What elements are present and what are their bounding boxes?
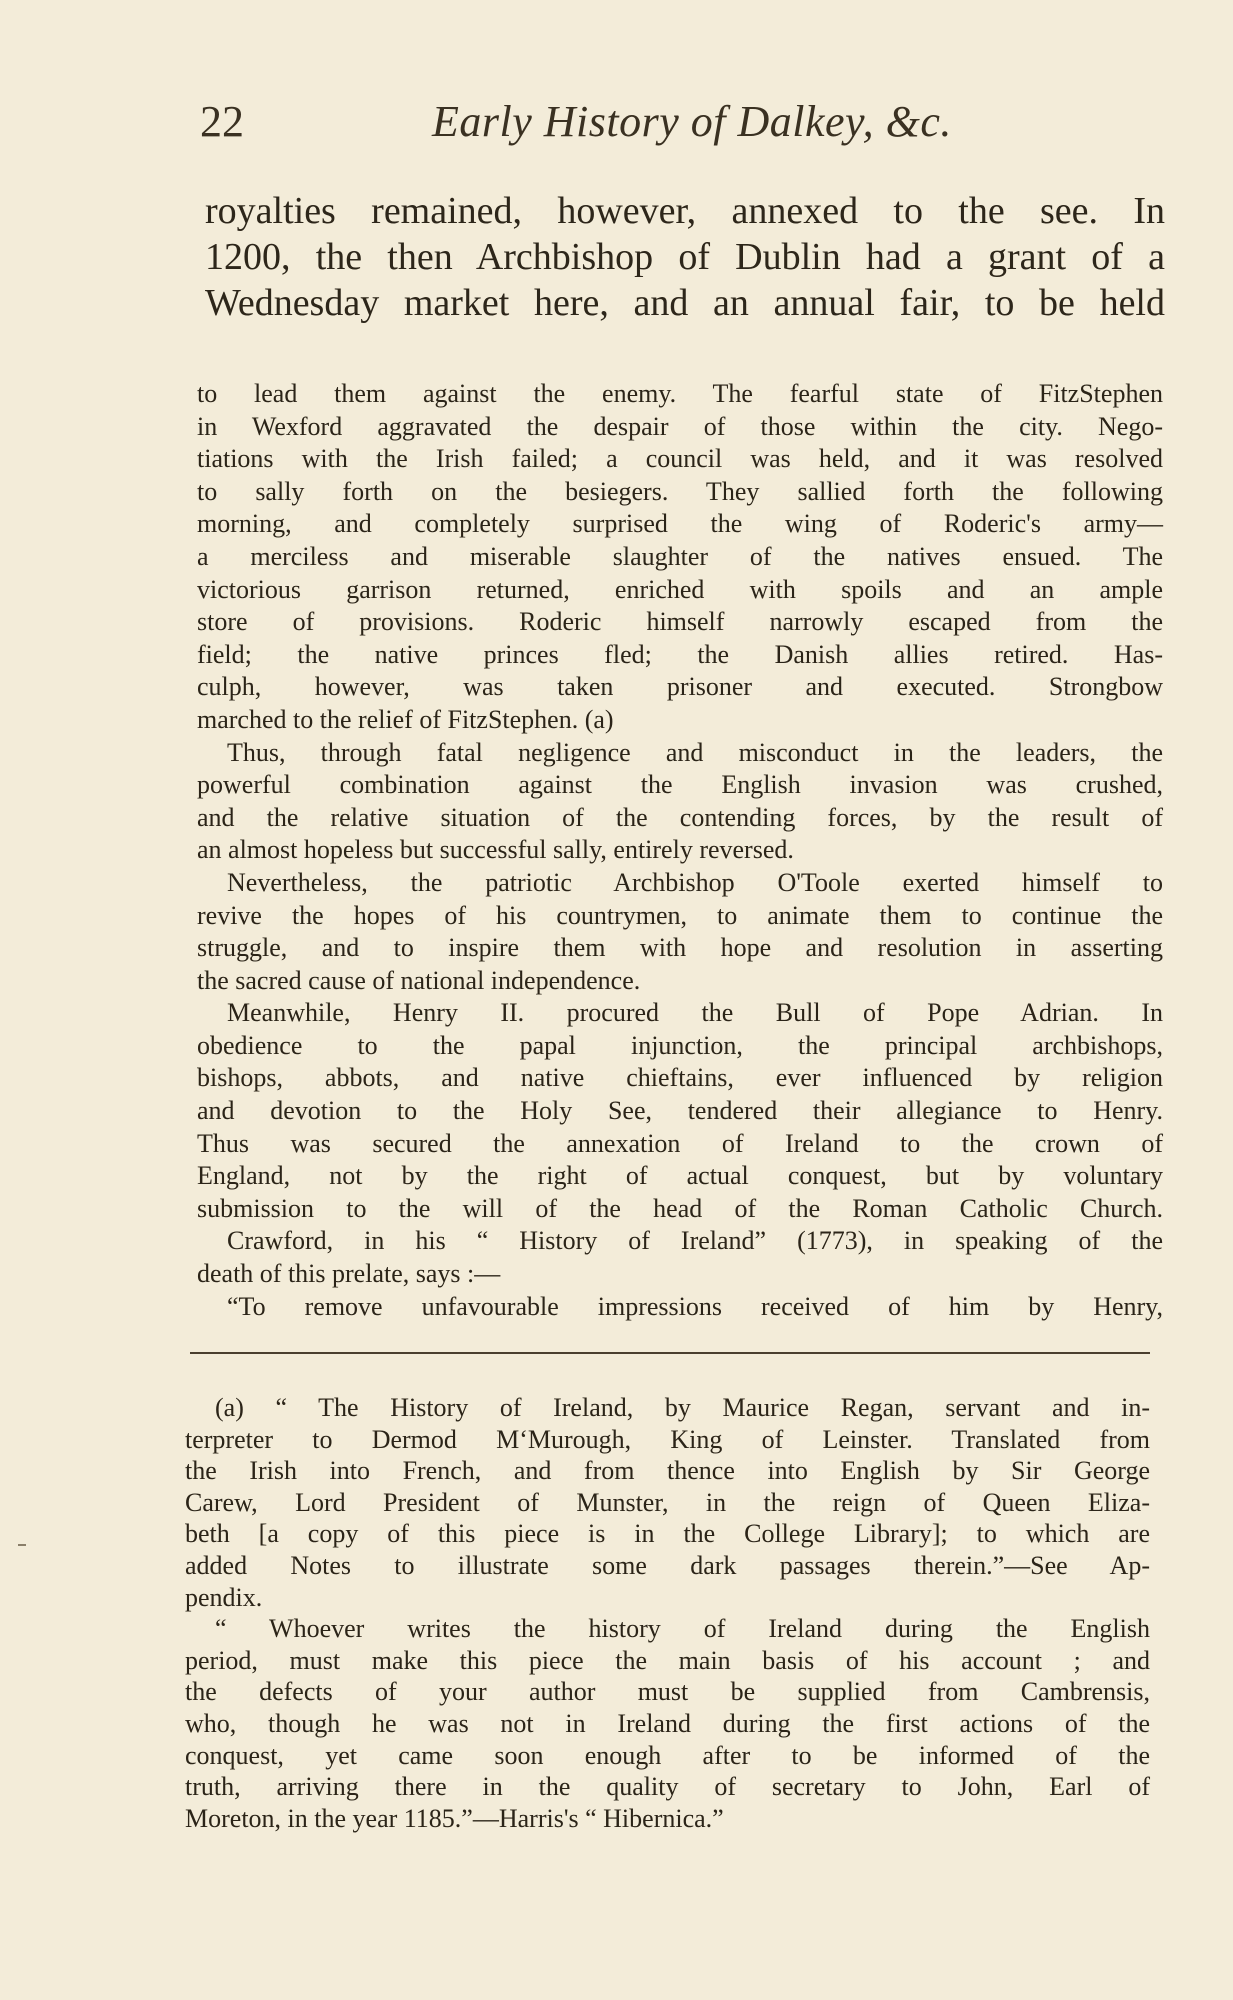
footnote-line: beth [a copy of this piece is in the College Library]; to which are [185,1519,1150,1549]
note-line: struggle, and to inspire them with hope and resolution in asserting [197,933,1163,963]
main-text-continuation [205,188,1165,326]
running-title: Early History of Dalkey, &c. [432,97,952,146]
note-line: Thus, through fatal negligence and misconduct in the leaders, the [227,737,1163,767]
note-line: victorious garrison returned, enriched with spoils and an ample [197,574,1163,604]
footnote-line: (a) “ The History of Ireland, by Maurice Regan, servant and in- [215,1393,1150,1422]
footnote [185,1392,1150,1834]
note-line: to sally forth on the besiegers. They sallied forth the following [197,476,1163,506]
note-line: field; the native princes fled; the Danish allies retired. Has- [197,639,1163,669]
note-line: and the relative situation of the contending forces, by the result of [197,802,1163,832]
note-line: store of provisions. Roderic himself narrowly escaped from the [197,607,1163,637]
main-text-line: Wednesday market here, and an annual fair, to be held [205,282,1165,324]
margin-mark [18,1544,26,1546]
main-text-line: royalties remained, however, annexed to the see. In [205,190,1165,232]
note-continuation [197,378,1163,1323]
main-text-line: 1200, the then Archbishop of Dublin had a grant of a [205,236,1165,278]
footnote-line: conquest, yet came soon enough after to be informed of the [185,1740,1150,1770]
footnote-line: “ Whoever writes the history of Ireland during the English [215,1614,1150,1644]
note-line: England, not by the right of actual conquest, but by voluntary [197,1161,1163,1191]
footnote-line: the Irish into French, and from thence into English by Sir George [185,1456,1150,1486]
note-line: Nevertheless, the patriotic Archbishop O'Toole exerted himself to [227,867,1163,897]
note-line: to lead them against the enemy. The fearful state of FitzStephen [197,379,1163,408]
footnote-divider [190,1352,1150,1354]
footnote-line: Moreton, in the year 1185.”—Harris's “ Hibernica.” [185,1803,724,1833]
note-line: Thus was secured the annexation of Ireland to the crown of [197,1128,1163,1158]
page-header [200,92,1200,152]
note-line: Meanwhile, Henry II. procured the Bull of Pope Adrian. In [227,998,1163,1028]
footnote-line: truth, arriving there in the quality of secretary to John, Earl of [185,1772,1150,1802]
footnote-line: added Notes to illustrate some dark passages therein.”—See Ap- [185,1550,1150,1580]
footnote-line: terpreter to Dermod M‘Murough, King of Leinster. Translated from [185,1424,1150,1454]
note-line: Crawford, in his “ History of Ireland” (1773), in speaking of the [227,1226,1163,1256]
footnote-line: the defects of your author must be supplied from Cambrensis, [185,1677,1150,1707]
footnote-line: period, must make this piece the main basis of his account ; and [185,1645,1150,1675]
note-line: “To remove unfavourable impressions received of him by Henry, [227,1291,1163,1321]
note-line: submission to the will of the head of the Roman Catholic Church. [197,1193,1163,1223]
footnote-line: Carew, Lord President of Munster, in the reign of Queen Eliza- [185,1487,1150,1517]
note-line: a merciless and miserable slaughter of the natives ensued. The [197,541,1163,571]
page-number: 22 [200,97,244,146]
note-line: morning, and completely surprised the wing of Roderic's army— [197,509,1163,539]
note-line: an almost hopeless but successful sally, entirely reversed. [197,835,794,865]
note-line: and devotion to the Holy See, tendered their allegiance to Henry. [197,1096,1163,1126]
note-line: marched to the relief of FitzStephen. (a) [197,704,614,734]
note-line: tiations with the Irish failed; a council was held, and it was resolved [197,444,1163,474]
footnote-line: who, though he was not in Ireland during the first actions of the [185,1708,1150,1738]
note-line: powerful combination against the English invasion was crushed, [197,770,1163,800]
note-line: death of this prelate, says :— [197,1259,501,1289]
note-line: obedience to the papal injunction, the principal archbishops, [197,1030,1163,1060]
footnote-line: pendix. [185,1582,263,1612]
note-line: revive the hopes of his countrymen, to animate them to continue the [197,900,1163,930]
note-line: culph, however, was taken prisoner and executed. Strongbow [197,672,1163,702]
note-line: in Wexford aggravated the despair of those within the city. Nego- [197,411,1163,441]
note-line: the sacred cause of national independence. [197,965,641,995]
note-line: bishops, abbots, and native chieftains, ever influenced by religion [197,1063,1163,1093]
